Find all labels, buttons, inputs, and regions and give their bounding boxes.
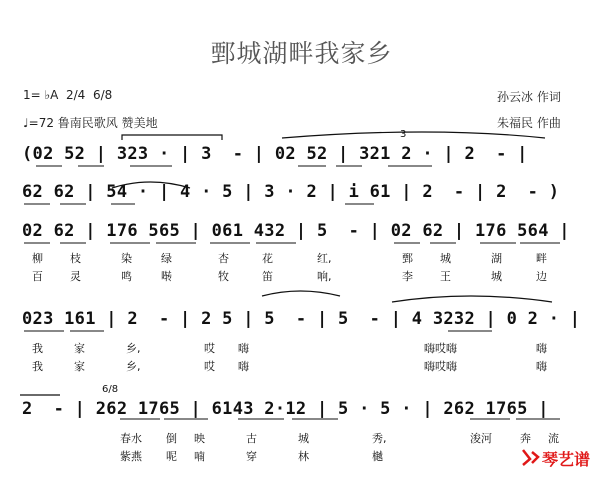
tempo-style: ♩=72 鲁南民歌风 赞美地 — [23, 116, 158, 130]
score-row-3: 02 62 | 176 565 | 061 432 | 5 - | 02 62 | 176 564 | — [22, 221, 570, 241]
lyric-char: 笛 — [262, 270, 273, 283]
score-row-1: (02 52 | 323 · | 3 - | 02 52 | 321 2 · | 2 - | — [22, 144, 528, 164]
slur-line — [392, 296, 552, 302]
lyric-char: 家 — [74, 342, 85, 355]
lyric-char: 春水 — [120, 432, 142, 445]
lyric-char: 流 — [548, 432, 559, 445]
lyric-char: 哎 — [204, 360, 215, 373]
lyric-char: 嗨 — [238, 360, 249, 373]
lyric-char: 嗨哎嗨 — [424, 342, 457, 355]
slur-line — [262, 291, 340, 296]
lyric-char: 家 — [74, 360, 85, 373]
lyric-char: 倒 — [166, 432, 177, 445]
lyric-char: 城 — [491, 270, 502, 283]
lyric-char: 乡, — [126, 360, 141, 373]
lyric-char: 城 — [298, 432, 309, 445]
score-row-2: 62 62 | 54 · | 4 · 5 | 3 · 2 | i 61 | 2 - | 2 - ) — [22, 182, 560, 202]
lyric-char: 红, — [317, 252, 332, 265]
slur-line — [282, 132, 545, 138]
lyric-char: 灵 — [70, 270, 81, 283]
lyric-char: 我 — [32, 342, 43, 355]
lyric-char: 花 — [262, 252, 273, 265]
lyric-char: 鄄 — [402, 252, 413, 265]
lyric-char: 穿 — [246, 450, 257, 463]
slur-line — [122, 135, 222, 140]
lyric-char: 啭 — [161, 270, 172, 283]
lyric-char: 响, — [317, 270, 332, 283]
lyric-char: 嗨 — [238, 342, 249, 355]
lyric-char: 哎 — [204, 342, 215, 355]
lyric-char: 畔 — [536, 252, 547, 265]
lyric-char: 城 — [440, 252, 451, 265]
lyric-char: 湖 — [491, 252, 502, 265]
score-row-4: 023 161 | 2 - | 2 5 | 5 - | 5 - | 4 3232 | 0 2 · | — [22, 309, 581, 329]
lyric-char: 林 — [298, 450, 309, 463]
watermark-logo — [520, 447, 600, 469]
lyric-char: 枝 — [70, 252, 81, 265]
lyric-char: 百 — [32, 270, 43, 283]
lyric-char: 嗨 — [536, 360, 547, 373]
lyric-char: 樾 — [372, 450, 383, 463]
lyric-char: 喃 — [194, 450, 205, 463]
key-signature: 1= ♭A 2/4 6/8 — [23, 88, 113, 102]
lyric-char: 鸣 — [121, 270, 132, 283]
lyric-char: 嗨哎嗨 — [424, 360, 457, 373]
meter-change: 6/8 — [102, 384, 119, 395]
lyric-char: 映 — [194, 432, 205, 445]
underline-group — [24, 166, 560, 419]
lyric-char: 乡, — [126, 342, 141, 355]
lyric-char: 浚河 — [470, 432, 492, 445]
lyric-char: 染 — [121, 252, 132, 265]
lyric-char: 我 — [32, 360, 43, 373]
lyric-char: 紫燕 — [120, 450, 142, 463]
lyric-char: 牧 — [218, 270, 229, 283]
triplet-mark: 3 — [400, 129, 407, 140]
score-row-5: 2 - | 262 1765 | 6143 2·12 | 5 · 5 · | 262 1765 | — [22, 399, 549, 419]
lyric-char: 古 — [246, 432, 257, 445]
lyric-char: 奔 — [520, 432, 531, 445]
lyric-char: 呢 — [166, 450, 177, 463]
logo-icon — [520, 447, 540, 467]
lyric-char: 边 — [536, 270, 547, 283]
lyric-char: 李 — [402, 270, 413, 283]
composer-credit: 朱福民 作曲 — [497, 116, 561, 130]
lyric-char: 嗨 — [536, 342, 547, 355]
lyric-char: 柳 — [32, 252, 43, 265]
song-title: 鄄城湖畔我家乡 — [210, 39, 393, 68]
watermark-text: 琴艺谱 — [542, 450, 591, 469]
lyricist-credit: 孙云冰 作词 — [497, 90, 561, 104]
lyric-char: 杏 — [218, 252, 229, 265]
lyric-char: 王 — [440, 270, 451, 283]
lyric-char: 秀, — [372, 432, 387, 445]
lyric-char: 绿 — [161, 252, 172, 265]
